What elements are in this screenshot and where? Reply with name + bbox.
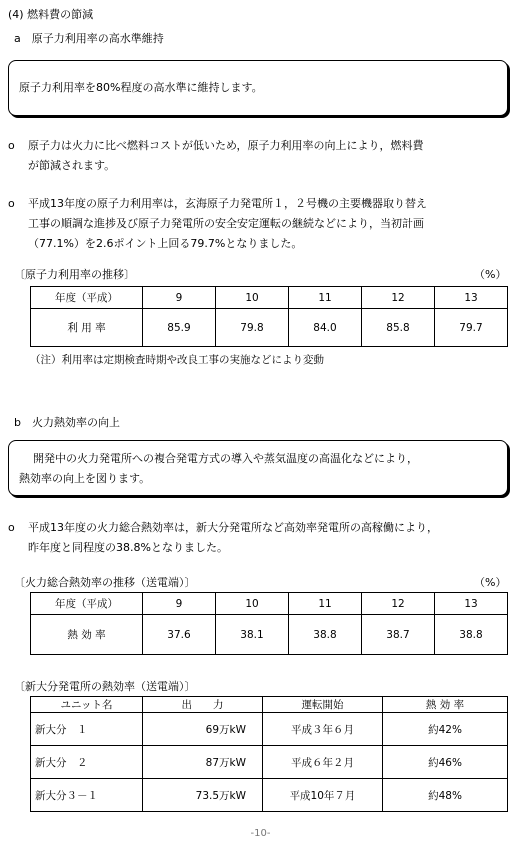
bullet-a2-line3: （77.1%）を2.6ポイント上回る79.7%となりました。	[28, 237, 303, 250]
table-row-label: 利 用 率	[31, 309, 143, 347]
table-row	[31, 287, 508, 309]
page-number: -10-	[250, 828, 271, 839]
goal-box-b	[8, 440, 508, 496]
table-cell: 38.8	[435, 615, 508, 655]
bullet-marker: o	[8, 197, 15, 210]
bullet-marker: o	[8, 521, 15, 534]
thermal-efficiency-table	[30, 592, 508, 655]
table-header-cell: 熱 効 率	[383, 697, 508, 713]
bullet-a1-line2: が節減されます。	[28, 159, 116, 172]
table-cell: 約46%	[383, 746, 508, 779]
table-header-cell: 13	[435, 593, 508, 615]
table-header-cell: 9	[143, 287, 216, 309]
bullet-b1-line1: 平成13年度の火力総合熱効率は，新大分発電所など高効率発電所の高稼働により，	[28, 521, 438, 534]
table-header-cell: 10	[216, 593, 289, 615]
table-header-cell: 11	[289, 593, 362, 615]
table-cell: 79.8	[216, 309, 289, 347]
table-cell: 平成３年６月	[263, 713, 383, 746]
table-cell: 73.5万kW	[143, 779, 263, 812]
table-cell: 79.7	[435, 309, 508, 347]
table-cell: 平成10年７月	[263, 779, 383, 812]
table-row	[31, 309, 508, 347]
table-cell: 38.8	[289, 615, 362, 655]
utilization-table	[30, 286, 508, 347]
subsection-b-title: b 火力熱効率の向上	[14, 416, 120, 429]
table-cell: 新大分 ２	[31, 746, 143, 779]
table-header-cell: 年度（平成）	[31, 287, 143, 309]
table-header-cell: 運転開始	[263, 697, 383, 713]
table-header-cell: ユニット名	[31, 697, 143, 713]
table-header-cell: 13	[435, 287, 508, 309]
table-header-cell: 12	[362, 593, 435, 615]
table-cell: 約48%	[383, 779, 508, 812]
table1-note: （注）利用率は定期検査時期や改良工事の実施などにより変動	[30, 354, 324, 366]
table2-unit: （%）	[474, 576, 507, 589]
table-header-cell: 年度（平成）	[31, 593, 143, 615]
table-cell: 約42%	[383, 713, 508, 746]
bullet-a1	[8, 136, 513, 176]
goal-box-a-text: 原子力利用率を80%程度の高水準に維持します。	[19, 81, 263, 94]
table-cell: 新大分３－１	[31, 779, 143, 812]
bullet-b1	[8, 518, 513, 558]
goal-box-b-line1: 開発中の火力発電所への複合発電方式の導入や蒸気温度の高温化などにより，	[33, 452, 418, 465]
shinoita-unit-table	[30, 696, 508, 812]
goal-box-b-line2: 熱効率の向上を図ります。	[19, 472, 151, 485]
subsection-a-title: a 原子力利用率の高水準維持	[14, 32, 164, 45]
section-title: (4) 燃料費の節減	[8, 8, 94, 21]
table-cell: 87万kW	[143, 746, 263, 779]
table-header-cell: 9	[143, 593, 216, 615]
table-row	[31, 593, 508, 615]
table-row-label: 熱 効 率	[31, 615, 143, 655]
table-row	[31, 779, 508, 812]
table-cell: 平成６年２月	[263, 746, 383, 779]
table-row	[31, 615, 508, 655]
bullet-marker: o	[8, 139, 15, 152]
table-cell: 84.0	[289, 309, 362, 347]
goal-box-a	[8, 60, 508, 116]
table1-caption: 〔原子力利用率の推移〕	[14, 268, 135, 281]
table-cell: 37.6	[143, 615, 216, 655]
table-cell: 新大分 １	[31, 713, 143, 746]
bullet-a1-line1: 原子力は火力に比べ燃料コストが低いため，原子力利用率の向上により，燃料費	[28, 139, 424, 152]
table-header-cell: 出 力	[143, 697, 263, 713]
table3-caption: 〔新大分発電所の熱効率（送電端）〕	[14, 680, 196, 693]
table-row	[31, 697, 508, 713]
table1-unit: （%）	[474, 268, 507, 281]
table-row	[31, 746, 508, 779]
table-cell: 38.7	[362, 615, 435, 655]
table-header-cell: 12	[362, 287, 435, 309]
bullet-a2-line2: 工事の順調な進捗及び原子力発電所の安全安定運転の継続などにより，当初計画	[28, 217, 424, 230]
table2-caption: 〔火力総合熱効率の推移（送電端）〕	[14, 576, 196, 589]
bullet-b1-line2: 昨年度と同程度の38.8%となりました。	[28, 541, 228, 554]
table-header-cell: 11	[289, 287, 362, 309]
table-row	[31, 713, 508, 746]
table-header-cell: 10	[216, 287, 289, 309]
table-cell: 85.9	[143, 309, 216, 347]
bullet-a2	[8, 194, 513, 254]
table-cell: 38.1	[216, 615, 289, 655]
table-cell: 69万kW	[143, 713, 263, 746]
table-cell: 85.8	[362, 309, 435, 347]
bullet-a2-line1: 平成13年度の原子力利用率は，玄海原子力発電所１，２号機の主要機器取り替え	[28, 197, 427, 210]
